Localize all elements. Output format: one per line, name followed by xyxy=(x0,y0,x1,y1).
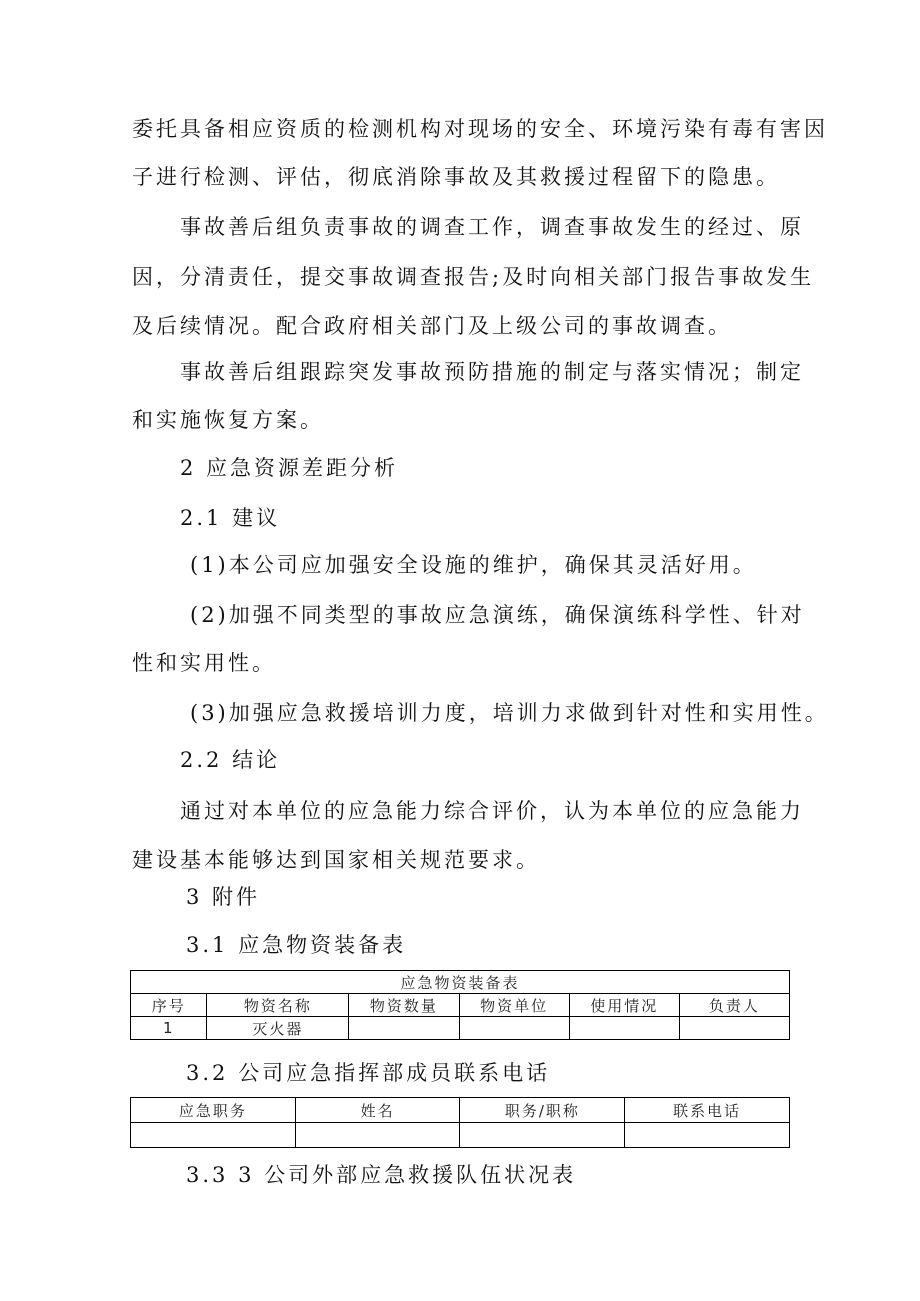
paragraph-line: 和实施恢复方案。 xyxy=(132,408,324,432)
table-header: 物资单位 xyxy=(459,994,569,1017)
table-row xyxy=(131,1123,790,1148)
table-cell xyxy=(295,1123,460,1148)
table-cell: 灭火器 xyxy=(207,1017,349,1040)
paragraph-line: 事故善后组负责事故的调查工作，调查事故发生的经过、原 xyxy=(180,215,804,239)
table-cell xyxy=(569,1017,679,1040)
table-cell xyxy=(349,1017,459,1040)
subsection-heading: 2.1 建议 xyxy=(180,506,281,530)
table-header: 姓名 xyxy=(295,1098,460,1123)
table-header: 联系电话 xyxy=(625,1098,790,1123)
paragraph-line: 建设基本能够达到国家相关规范要求。 xyxy=(132,848,540,872)
table-cell xyxy=(459,1017,569,1040)
equipment-table xyxy=(130,970,790,1040)
table-title: 应急物资装备表 xyxy=(131,971,790,994)
table-header: 负责人 xyxy=(679,994,789,1017)
subsection-heading: 3.1 应急物资装备表 xyxy=(186,933,407,957)
table-cell xyxy=(679,1017,789,1040)
suggestion-item-cont: 性和实用性。 xyxy=(132,651,276,675)
table-header: 序号 xyxy=(131,994,207,1017)
suggestion-item: (3)加强应急救援培训力度，培训力求做到针对性和实用性。 xyxy=(190,701,829,725)
table-header: 物资数量 xyxy=(349,994,459,1017)
table-header: 职务/职称 xyxy=(460,1098,625,1123)
table-cell xyxy=(460,1123,625,1148)
table-header: 应急职务 xyxy=(131,1098,296,1123)
contact-table xyxy=(130,1097,790,1148)
subsection-heading: 3.2 公司应急指挥部成员联系电话 xyxy=(186,1061,551,1085)
subsection-heading: 2.2 结论 xyxy=(180,748,281,772)
section-heading: 3 附件 xyxy=(186,885,261,909)
table-header-row xyxy=(131,1098,790,1123)
table-row xyxy=(131,1017,790,1040)
table-cell xyxy=(131,1123,296,1148)
table-cell xyxy=(625,1123,790,1148)
table-header: 物资名称 xyxy=(207,994,349,1017)
table-header: 使用情况 xyxy=(569,994,679,1017)
paragraph-line: 子进行检测、评估，彻底消除事故及其救援过程留下的隐患。 xyxy=(132,165,780,189)
paragraph-line: 及后续情况。配合政府相关部门及上级公司的事故调查。 xyxy=(132,314,732,338)
paragraph-line: 委托具备相应资质的检测机构对现场的安全、环境污染有毒有害因 xyxy=(132,117,828,141)
paragraph-line: 通过对本单位的应急能力综合评价，认为本单位的应急能力 xyxy=(180,799,804,823)
section-heading: 2 应急资源差距分析 xyxy=(180,456,399,480)
paragraph-line: 事故善后组跟踪突发事故预防措施的制定与落实情况；制定 xyxy=(180,360,804,384)
suggestion-item: (2)加强不同类型的事故应急演练，确保演练科学性、针对 xyxy=(190,603,805,627)
subsection-heading: 3.3 3 公司外部应急救援队伍状况表 xyxy=(186,1163,577,1187)
table-header-row xyxy=(131,994,790,1017)
suggestion-item: (1)本公司应加强安全设施的维护，确保其灵活好用。 xyxy=(190,553,757,577)
paragraph-line: 因，分清责任，提交事故调查报告;及时向相关部门报告事故发生 xyxy=(132,265,815,289)
table-cell: 1 xyxy=(131,1017,207,1040)
